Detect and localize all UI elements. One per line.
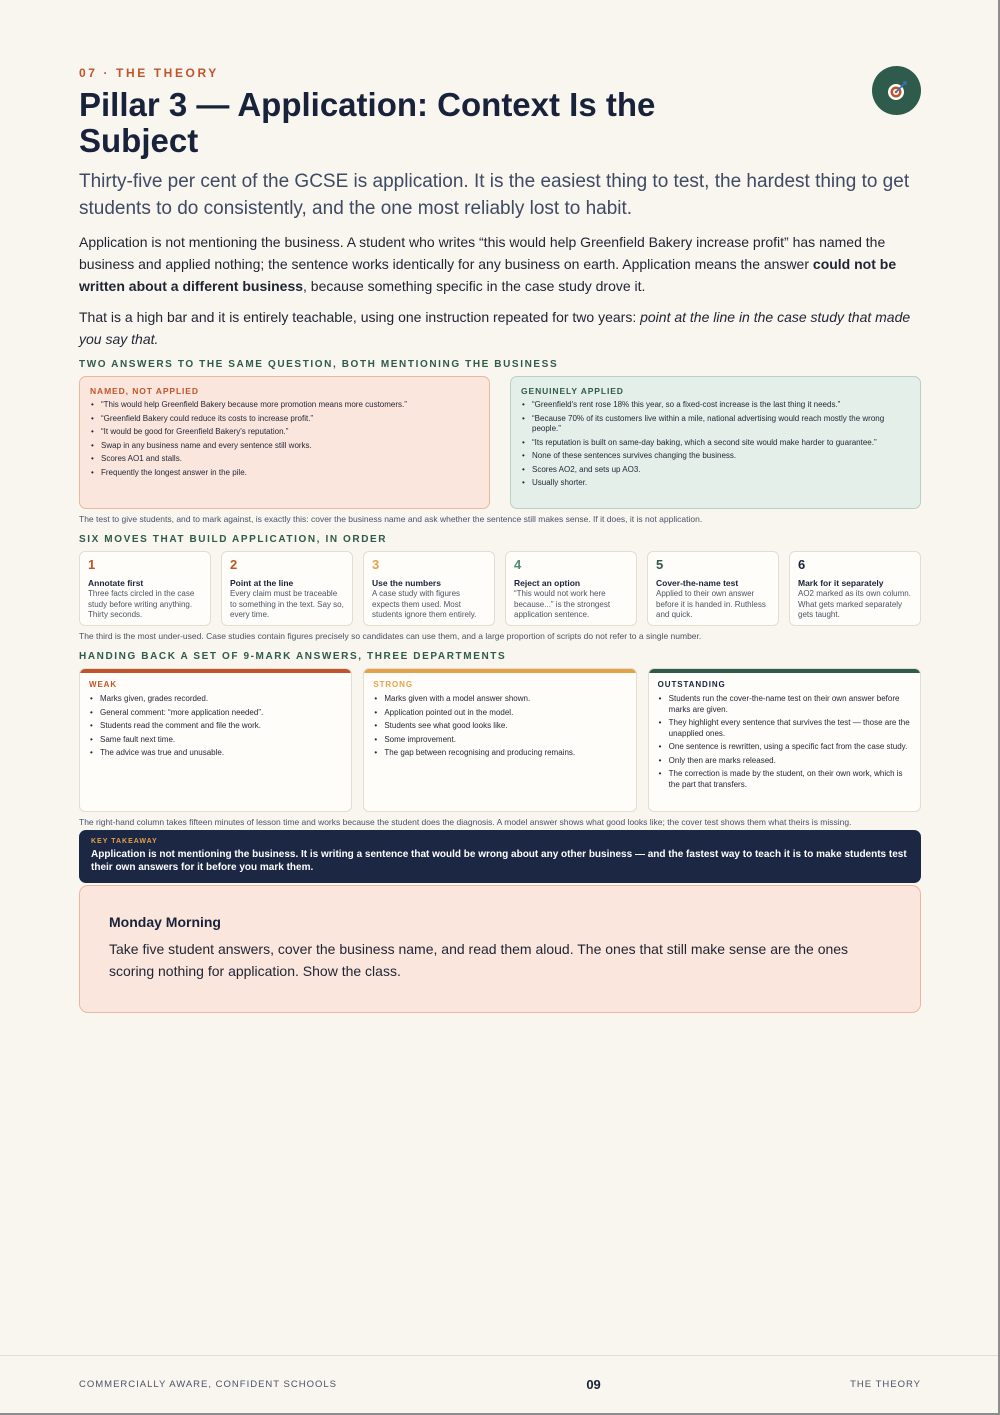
list-item: • Application pointed out in the model. bbox=[373, 708, 626, 719]
move-card bbox=[363, 551, 495, 626]
move-description: Every claim must be traceable to something in the text. Say so, every time. bbox=[230, 589, 344, 619]
list-item: • None of these sentences survives changing the business. bbox=[521, 451, 910, 462]
list-item: • “Its reputation is built on same-day baking, which a second site would make harder to guarantee.” bbox=[521, 438, 910, 449]
dept-title: OUTSTANDING bbox=[657, 680, 726, 689]
intro-p1-start: Application is not mentioning the business. A student who writes “this would help Greenfield Bakery increase profit” has named the business and applied nothing; the sentence works identically for any business on earth. Application means the answer bbox=[79, 234, 886, 272]
named-box-title: NAMED, NOT APPLIED bbox=[90, 386, 199, 396]
named-not-applied-box bbox=[79, 376, 490, 509]
list-item: • Scores AO1 and stalls. bbox=[90, 454, 479, 465]
list-item: • Marks given with a model answer shown. bbox=[373, 694, 626, 705]
lede-text: Thirty-five per cent of the GCSE is application. It is the easiest thing to test, the hardest thing to get students to do consistently, and the one most reliably lost to habit. bbox=[79, 171, 910, 219]
comparison-boxes bbox=[79, 376, 921, 509]
dept-title: WEAK bbox=[89, 680, 118, 689]
move-title: Use the numbers bbox=[372, 578, 441, 588]
move-card bbox=[505, 551, 637, 626]
list-item: • “This would help Greenfield Bakery because more promotion means more customers.” bbox=[90, 400, 479, 411]
list-item: • The gap between recognising and producing remains. bbox=[373, 748, 626, 759]
dept-title: STRONG bbox=[373, 680, 413, 689]
move-title: Cover-the-name test bbox=[656, 578, 739, 588]
list-item: • Students read the comment and file the work. bbox=[89, 721, 342, 732]
move-description: Applied to their own answer before it is handed in. Ruthless and quick. bbox=[656, 589, 766, 619]
list-item: • The correction is made by the student, on their own work, which is the part that transfers. bbox=[658, 769, 911, 790]
move-number: 5 bbox=[656, 557, 664, 572]
intro-paragraph-1 bbox=[79, 231, 921, 297]
named-list bbox=[90, 400, 479, 478]
move-number: 1 bbox=[88, 557, 96, 572]
move-number: 3 bbox=[372, 557, 380, 572]
footer-divider bbox=[0, 1355, 1000, 1356]
monday-heading: Monday Morning bbox=[109, 914, 221, 930]
list-item: • “Greenfield Bakery could reduce its costs to increase profit.” bbox=[90, 414, 479, 425]
list-item: • Swap in any business name and every sentence still works. bbox=[90, 441, 479, 452]
move-number: 2 bbox=[230, 557, 238, 572]
dept-list bbox=[89, 694, 342, 759]
move-description: A case study with figures expects them used. Most students ignore them entirely. bbox=[372, 589, 477, 619]
move-title: Reject an option bbox=[514, 578, 581, 588]
moves-row bbox=[79, 551, 921, 626]
list-item: • General comment: “more application needed”. bbox=[89, 708, 342, 719]
move-description: “This would not work here because...” is the strongest application sentence. bbox=[514, 589, 611, 619]
intro-p2-italic: point at the line in the case study that made you say that. bbox=[79, 309, 911, 347]
move-number: 6 bbox=[798, 557, 806, 572]
moves-note: The third is the most under-used. Case studies contain figures precisely so candidates can use them, and a large proportion of scripts do not refer to a single number. bbox=[79, 631, 702, 641]
dept-strong-card bbox=[363, 668, 636, 812]
list-item: • Some improvement. bbox=[373, 735, 626, 746]
page-footer bbox=[79, 1377, 921, 1392]
list-item: • Usually shorter. bbox=[521, 478, 910, 489]
list-item: • The advice was true and unusable. bbox=[89, 748, 342, 759]
dept-outstanding-card bbox=[648, 668, 921, 812]
move-title: Point at the line bbox=[230, 578, 294, 588]
dept-list bbox=[373, 694, 626, 759]
intro-p1-end: , because something specific in the case study drove it. bbox=[303, 278, 646, 294]
move-card bbox=[221, 551, 353, 626]
departments-row bbox=[79, 668, 921, 812]
takeaway-label: KEY TAKEAWAY bbox=[91, 838, 158, 845]
list-item: • Marks given, grades recorded. bbox=[89, 694, 342, 705]
footer-right-text: THE THEORY bbox=[850, 1379, 921, 1390]
comparison-heading: TWO ANSWERS TO THE SAME QUESTION, BOTH MENTIONING THE BUSINESS bbox=[79, 359, 559, 370]
comparison-note: The test to give students, and to mark against, is exactly this: cover the business name and ask whether the sentence still makes sense. If it does, it is not application. bbox=[79, 514, 703, 524]
list-item: • They highlight every sentence that survives the test — those are the unapplied ones. bbox=[658, 718, 911, 739]
page-number: 09 bbox=[586, 1377, 601, 1392]
key-takeaway-box bbox=[79, 830, 921, 883]
genuinely-applied-box bbox=[510, 376, 921, 509]
list-item: • “Greenfield's rent rose 18% this year, so a fixed-cost increase is the last thing it needs.” bbox=[521, 400, 910, 411]
move-number: 4 bbox=[514, 557, 522, 572]
intro-p2-start: That is a high bar and it is entirely teachable, using one instruction repeated for two years: bbox=[79, 309, 641, 325]
footer-left-text: COMMERCIALLY AWARE, CONFIDENT SCHOOLS bbox=[79, 1379, 338, 1390]
monday-morning-box bbox=[79, 885, 921, 1013]
move-card bbox=[79, 551, 211, 626]
list-item: • Students run the cover-the-name test on their own answer before marks are given. bbox=[658, 694, 911, 715]
list-item: • One sentence is rewritten, using a specific fact from the case study. bbox=[658, 742, 911, 753]
list-item: • Students see what good looks like. bbox=[373, 721, 626, 732]
applied-box-title: GENUINELY APPLIED bbox=[521, 386, 624, 396]
dept-weak-card bbox=[79, 668, 352, 812]
move-title: Annotate first bbox=[88, 578, 144, 588]
departments-heading: HANDING BACK A SET OF 9-MARK ANSWERS, THREE DEPARTMENTS bbox=[79, 651, 507, 662]
list-item: • Only then are marks released. bbox=[658, 756, 911, 767]
list-item: • Frequently the longest answer in the pile. bbox=[90, 468, 479, 479]
main-content bbox=[79, 66, 921, 1013]
list-item: • Same fault next time. bbox=[89, 735, 342, 746]
list-item: • “Because 70% of its customers live within a mile, national advertising would reach mostly the wrong people.” bbox=[521, 414, 910, 435]
move-description: Three facts circled in the case study before writing anything. Thirty seconds. bbox=[88, 589, 195, 619]
intro-paragraph-2 bbox=[79, 306, 921, 350]
departments-note: The right-hand column takes fifteen minutes of lesson time and works because the student does the diagnosis. A model answer shows what good looks like; the cover test shows them what theirs is missing. bbox=[79, 817, 852, 827]
move-card bbox=[647, 551, 779, 626]
dept-list bbox=[658, 694, 911, 790]
list-item: • Scores AO2, and sets up AO3. bbox=[521, 465, 910, 476]
monday-body: Take five student answers, cover the business name, and read them aloud. The ones that still make sense are the ones scoring nothing for application. Show the class. bbox=[109, 941, 849, 979]
section-eyebrow: 07 · THE THEORY bbox=[79, 66, 219, 80]
moves-heading: SIX MOVES THAT BUILD APPLICATION, IN ORDER bbox=[79, 534, 388, 545]
move-title: Mark for it separately bbox=[798, 578, 884, 588]
move-description: AO2 marked as its own column. What gets marked separately gets taught. bbox=[798, 589, 911, 619]
intro-p1-bold: could not be written about a different business bbox=[79, 256, 897, 294]
move-card bbox=[789, 551, 921, 626]
applied-list bbox=[521, 400, 910, 489]
list-item: • “It would be good for Greenfield Bakery's reputation.” bbox=[90, 427, 479, 438]
page-title: Pillar 3 — Application: Context Is the Subject bbox=[79, 86, 656, 159]
takeaway-text: Application is not mentioning the business. It is writing a sentence that would be wrong about any other business — and the fastest way to teach it is to make students test their own answers for it before you mark them. bbox=[91, 849, 907, 873]
